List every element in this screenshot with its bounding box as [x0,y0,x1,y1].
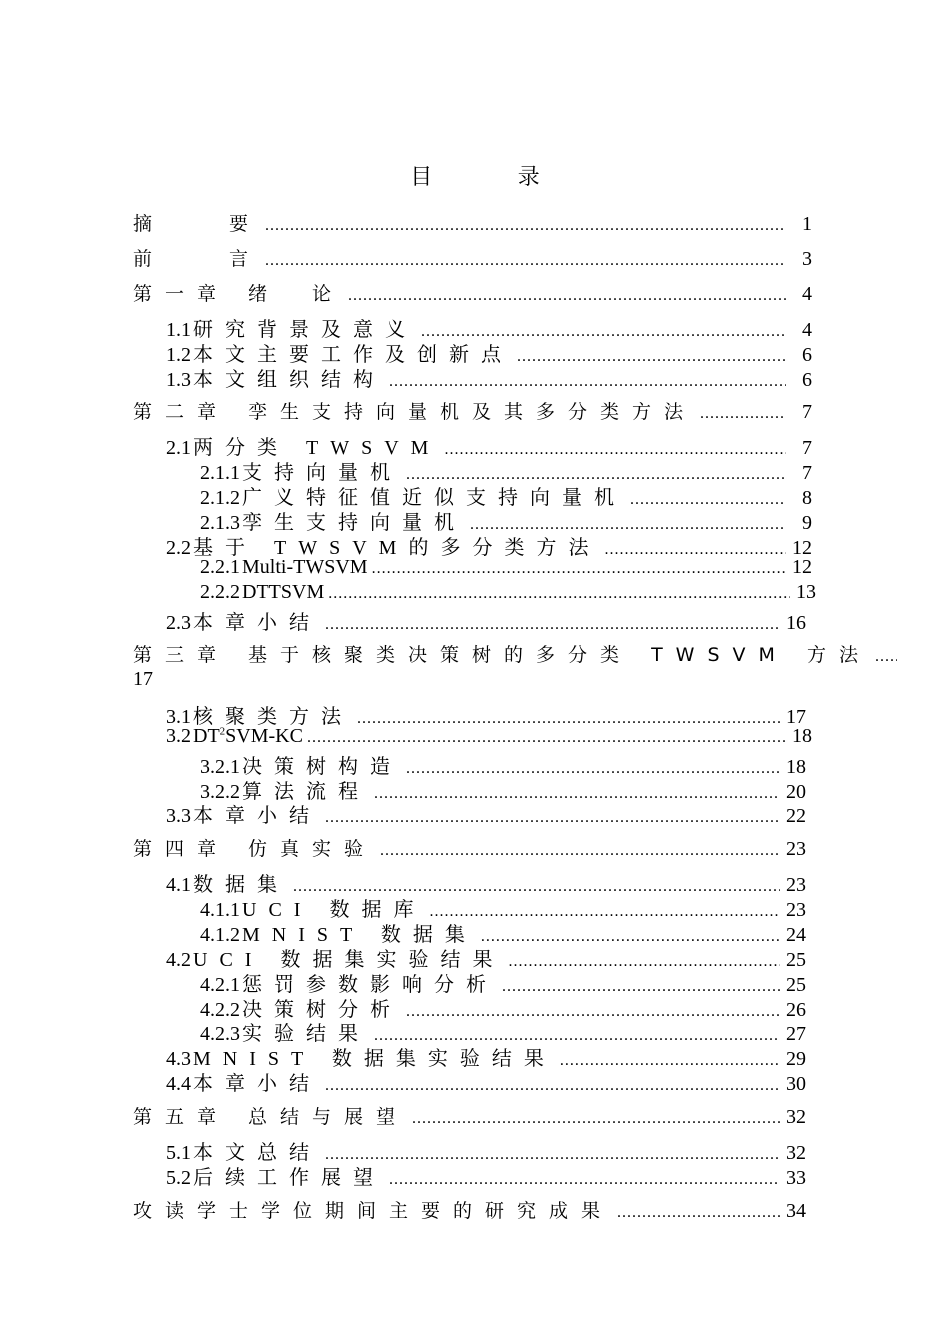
toc-entry-number: 1.3 [166,369,191,391]
toc-entry-title: 第三章 基于核聚类决策树的多分类 TWSVM 方法 [133,644,871,666]
toc-page-number: 6 [802,369,812,391]
toc-chapter-entry[interactable] [133,1196,806,1222]
toc-page-number: 29 [786,1048,806,1070]
toc-page-number: 4 [802,319,812,341]
toc-section-entry[interactable] [200,968,806,994]
toc-entry-title: 本文总结 [193,1142,321,1164]
toc-page-number: 7 [802,437,812,459]
toc-page-number: 24 [786,924,806,946]
toc-entry-number: 2.2 [166,537,191,559]
toc-section-entry[interactable] [166,1136,806,1162]
toc-dot-leader [265,252,786,270]
toc-entry-title: 孪生支持向量机 [242,512,466,534]
toc-dot-leader [380,842,780,860]
toc-entry-title: 本章小结 [193,612,321,634]
toc-entry-number: 2.1.3 [200,512,240,534]
toc-page-number: 16 [786,612,806,634]
toc-page-number: 20 [786,781,806,803]
toc-section-entry[interactable] [200,506,812,532]
toc-entry-number: 4.1.1 [200,899,240,921]
toc-entry-title: $DT^2SVM-KC$ [193,725,303,747]
toc-page-number: 6 [802,344,812,366]
toc-dot-leader [307,729,786,747]
toc-page-number: 3 [802,248,812,270]
toc-entry-number: 5.1 [166,1142,191,1164]
toc-chapter-entry[interactable] [133,279,812,305]
toc-entry-number: 3.2 [166,725,191,747]
toc-entry-number: 4.3 [166,1048,191,1070]
toc-section-entry[interactable] [200,581,816,607]
toc-entry-title: 第二章 孪生支持向量机及其多分类方法 [133,401,697,423]
toc-section-entry[interactable] [166,1161,806,1187]
toc-entry-number: 2.3 [166,612,191,634]
toc-section-entry[interactable] [200,918,806,944]
toc-page-number: 12 [792,556,812,578]
toc-entry-number: 2.1.1 [200,462,240,484]
toc-entry-number: 4.2 [166,949,191,971]
toc-section-entry[interactable] [166,868,806,894]
toc-entry-number: 2.1.2 [200,487,240,509]
toc-chapter-entry[interactable] [133,640,871,666]
toc-entry-title: 基于 TWSVM的多分类方法 [193,537,601,559]
toc-section-entry[interactable] [166,606,806,632]
toc-section-entry[interactable] [200,993,806,1019]
toc-entry-title: Multi-TWSVM [242,556,368,578]
toc-entry-title: 两分类 TWSVM [193,437,441,459]
toc-title: 目 录 [410,164,580,189]
toc-dot-leader [325,1077,780,1095]
toc-page-number: 7 [802,462,812,484]
toc-entry-title: 决策树构造 [242,756,402,778]
toc-dot-leader [325,809,780,827]
toc-entry-title: 摘 要 [133,213,262,235]
toc-page-number: 7 [802,401,812,423]
toc-page-number: 22 [786,805,806,827]
toc-page-number: 32 [786,1106,806,1128]
toc-section-entry[interactable] [200,481,812,507]
toc-entry-number: 2.2.2 [200,581,240,603]
toc-entry-number: 4.1.2 [200,924,240,946]
toc-section-entry[interactable] [200,893,806,919]
toc-dot-leader [325,616,780,634]
toc-entry-title: 数据集 [193,874,289,896]
toc-entry-number: 1.2 [166,344,191,366]
toc-page-number: 23 [786,874,806,896]
toc-page-number-wrapped: 17 [133,668,153,690]
toc-entry-title: 研究背景及意义 [193,319,417,341]
toc-section-entry[interactable] [166,338,812,364]
toc-entry-title: 惩罚参数影响分析 [242,974,498,996]
toc-entry-number: 3.3 [166,805,191,827]
toc-section-entry[interactable] [166,1042,806,1068]
toc-entry-title: MNIST 数据集 [242,924,477,946]
toc-entry-title: 支持向量机 [242,462,402,484]
toc-page-number: 32 [786,1142,806,1164]
toc-section-entry[interactable] [166,700,806,726]
toc-page-number: 8 [802,487,812,509]
toc-page-number: 26 [786,999,806,1021]
toc-entry-title: 第五章 总结与展望 [133,1106,409,1128]
toc-dot-leader [348,287,786,305]
toc-page-number: 13 [796,581,816,603]
toc-section-entry[interactable] [200,750,806,776]
toc-dot-leader [265,217,786,235]
toc-entry-number: 4.4 [166,1073,191,1095]
toc-chapter-entry[interactable] [133,209,812,235]
toc-chapter-entry[interactable] [133,1102,806,1128]
toc-entry-number: 2.1 [166,437,191,459]
toc-page-number: 34 [786,1200,806,1222]
toc-entry-number: 1.1 [166,319,191,341]
toc-entry-number: 2.2.1 [200,556,240,578]
toc-chapter-entry[interactable] [133,397,812,423]
toc-entry-title: 后续工作展望 [193,1167,385,1189]
toc-page-number: 25 [786,974,806,996]
toc-chapter-entry[interactable] [133,244,812,270]
toc-page-number: 4 [802,283,812,305]
toc-section-entry[interactable] [200,556,812,582]
toc-entry-title: 实验结果 [242,1023,370,1045]
toc-dot-leader [372,560,786,578]
toc-dot-leader [617,1204,780,1222]
toc-section-entry[interactable] [166,725,812,751]
toc-page-number: 23 [786,838,806,860]
toc-dot-leader [700,405,786,423]
toc-dot-leader [389,1171,780,1189]
toc-entry-number: 3.2.1 [200,756,240,778]
toc-page-number: 18 [786,756,806,778]
toc-section-entry[interactable] [166,1067,806,1093]
toc-page-number: 12 [792,537,812,559]
toc-section-entry[interactable] [166,431,812,457]
toc-entry-number: 4.2.1 [200,974,240,996]
toc-section-entry[interactable] [200,1017,806,1043]
toc-section-entry[interactable] [166,313,812,339]
toc-page-number: 27 [786,1023,806,1045]
toc-page-number: 9 [802,512,812,534]
toc-dot-leader [328,585,790,603]
toc-page-number: 33 [786,1167,806,1189]
toc-entry-title: MNIST 数据集实验结果 [193,1048,556,1070]
toc-entry-title: 决策树分析 [242,999,402,1021]
toc-section-entry[interactable] [166,531,812,557]
toc-entry-title: DTTSVM [242,581,325,603]
toc-entry-number: 3.2.2 [200,781,240,803]
toc-page-number: 25 [786,949,806,971]
toc-entry-title: 核聚类方法 [193,706,353,728]
toc-entry-number: 4.2.3 [200,1023,240,1045]
toc-entry-title: 攻读学士学位期间主要的研究成果 [133,1200,614,1222]
toc-entry-number: 5.2 [166,1167,191,1189]
toc-entry-title: 本章小结 [193,1073,321,1095]
toc-dot-leader [875,648,897,666]
toc-entry-title: 算法流程 [242,781,370,803]
toc-entry-title: 本文主要工作及创新点 [193,344,513,366]
toc-dot-leader [412,1110,780,1128]
toc-entry-title: 第一章 绪 论 [133,283,345,305]
toc-page-number: 23 [786,899,806,921]
toc-section-entry[interactable] [200,456,812,482]
toc-entry-number: 3.1 [166,706,191,728]
toc-page-number: 30 [786,1073,806,1095]
toc-entry-title: 广义特征值近似支持向量机 [242,487,626,509]
toc-page-number: 18 [792,725,812,747]
toc-page-number: 17 [786,706,806,728]
toc-entry-number: 4.2.2 [200,999,240,1021]
toc-entry-title: 前 言 [133,248,262,270]
toc-section-entry[interactable] [166,943,806,969]
toc-entry-title: 第四章 仿真实验 [133,838,377,860]
toc-entry-title: 本文组织结构 [193,369,385,391]
toc-entry-title: UCI 数据库 [242,899,426,921]
toc-entry-title: UCI 数据集实验结果 [193,949,505,971]
toc-section-entry[interactable] [200,775,806,801]
toc-chapter-entry[interactable] [133,834,806,860]
toc-page-number: 1 [802,213,812,235]
toc-entry-number: 4.1 [166,874,191,896]
toc-entry-title: 本章小结 [193,805,321,827]
toc-dot-leader [389,373,786,391]
toc-section-entry[interactable] [166,799,806,825]
toc-section-entry[interactable] [166,363,812,389]
